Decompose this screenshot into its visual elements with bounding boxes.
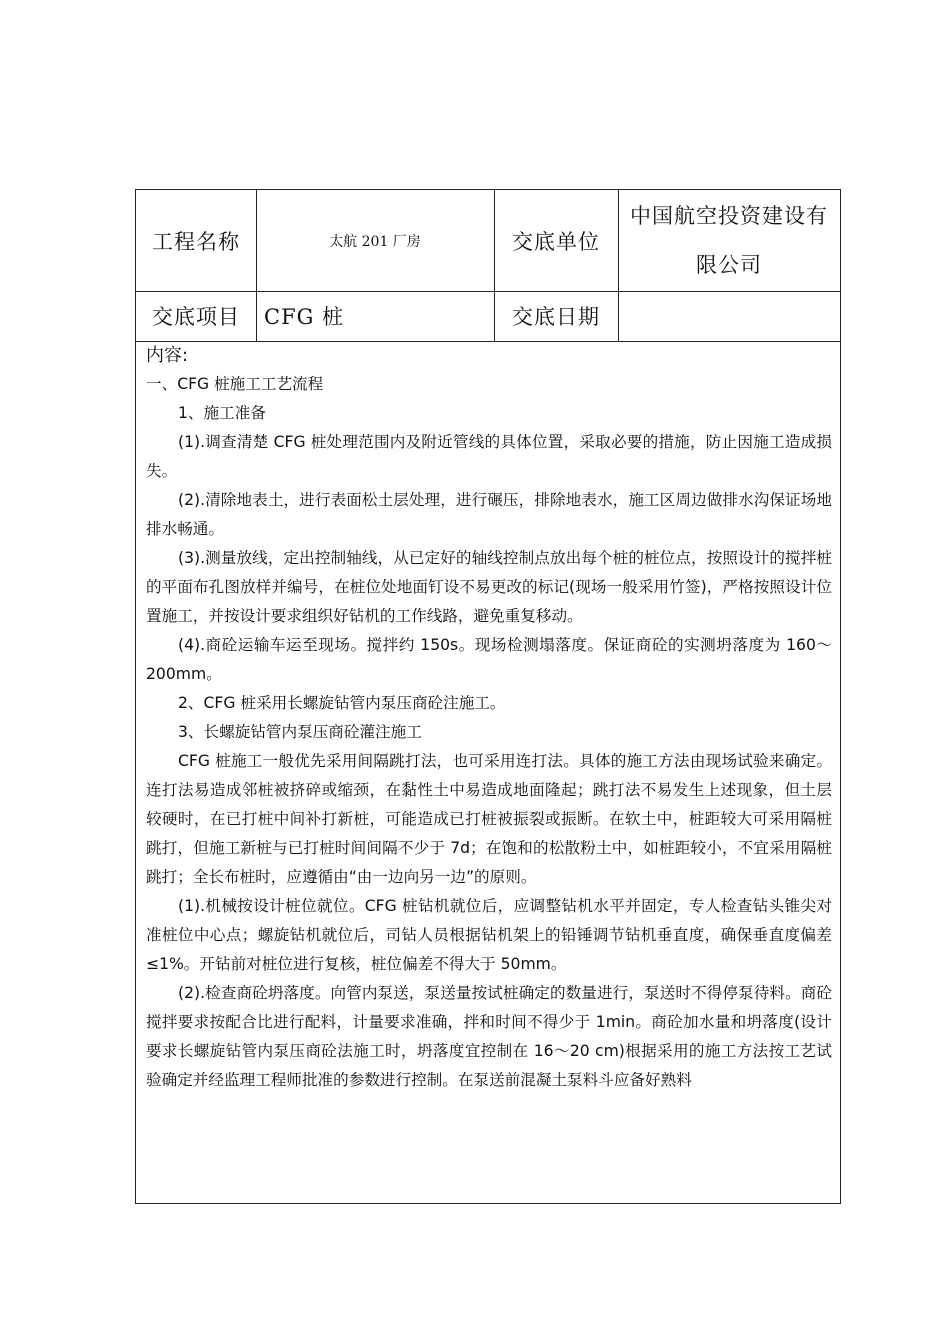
paragraph: (2).清除地表土，进行表面松土层处理，进行碾压，排除地表水，施工区周边做排水沟保证场地排水畅通。 — [146, 491, 832, 538]
disclosure-date-label: 交底日期 — [512, 305, 600, 329]
paragraph: (4).商砼运输车运至现场。搅拌约 150s。现场检测塌落度。保证商砼的实测坍落度为 160～200mm。 — [146, 636, 832, 683]
unit-value-line2: 限公司 — [696, 252, 762, 277]
paragraph: (3).测量放线，定出控制轴线，从已定好的轴线控制点放出每个桩的桩位点，按照设计的搅拌桩的平面布孔图放样并编号，在桩位处地面钉设不易更改的标记(现场一般采用竹签)，严格按照设计位置施工，并按设计要求组织好钻机的工作线路，避免重复移动。 — [146, 549, 832, 625]
paragraph: (2).检查商砼坍落度。向管内泵送，泵送量按试桩确定的数量进行，泵送时不得停泵待料。商砼搅拌要求按配合比进行配料，计量要求准确，拌和时间不得少于 1min。商砼加水量和坍落度(设计要求长螺旋钻管内泵压商砼法施工时，坍落度宜控制在 16～20 cm)根据采用的施工方法按工艺试验确定并经监理工程师批准的参数进行控制。在泵送前混凝土泵料斗应备好熟料 — [146, 984, 832, 1089]
disclosure-unit-value — [618, 190, 840, 291]
content-label: 内容: — [146, 345, 189, 366]
disclosure-date-value — [618, 291, 840, 341]
content-body — [136, 342, 842, 1095]
project-name-value: 太航 201 厂房 — [329, 233, 421, 250]
disclosure-unit-label: 交底单位 — [512, 229, 600, 254]
unit-value-line1: 中国航空投资建设有 — [630, 203, 828, 228]
disclosure-item-label: 交底项目 — [152, 305, 240, 329]
paragraph: CFG 桩施工一般优先采用间隔跳打法，也可采用连打法。具体的施工方法由现场试验来确定。连打法易造成邻桩被挤碎或缩颈，在黏性土中易造成地面隆起；跳打法不易发生上述现象，但土层较硬时，在已打桩中间补打新桩，可能造成已打桩被振裂或振断。在软土中，桩距较大可采用隔桩跳打，但施工新桩与已打桩时间间隔不少于 7d；在饱和的松散粉土中，如桩距较小，不宜采用隔桩跳打；全长布桩时，应遵循由“由一边向另一边”的原则。 — [146, 752, 832, 886]
paragraph: (1).调查清楚 CFG 桩处理范围内及附近管线的具体位置，采取必要的措施，防止因施工造成损失。 — [146, 433, 832, 480]
subsection-heading: 3、长螺旋钻管内泵压商砼灌注施工 — [178, 723, 422, 741]
disclosure-item-value: CFG 桩 — [264, 305, 345, 329]
subsection-heading: 2、CFG 桩采用长螺旋钻管内泵压商砼注施工。 — [178, 694, 506, 712]
subsection-heading: 1、施工准备 — [178, 404, 266, 422]
disclosure-form — [135, 189, 841, 1204]
paragraph: (1).机械按设计桩位就位。CFG 桩钻机就位后，应调整钻机水平并固定，专人检查钻头锥尖对准桩位中心点；螺旋钻机就位后，司钻人员根据钻机架上的铅锤调节钻机垂直度，确保垂直度偏差≤1%。开钻前对桩位进行复核，桩位偏差不得大于 50mm。 — [146, 897, 832, 973]
project-name-label: 工程名称 — [152, 229, 240, 254]
section-heading: 一、CFG 桩施工工艺流程 — [146, 375, 324, 393]
